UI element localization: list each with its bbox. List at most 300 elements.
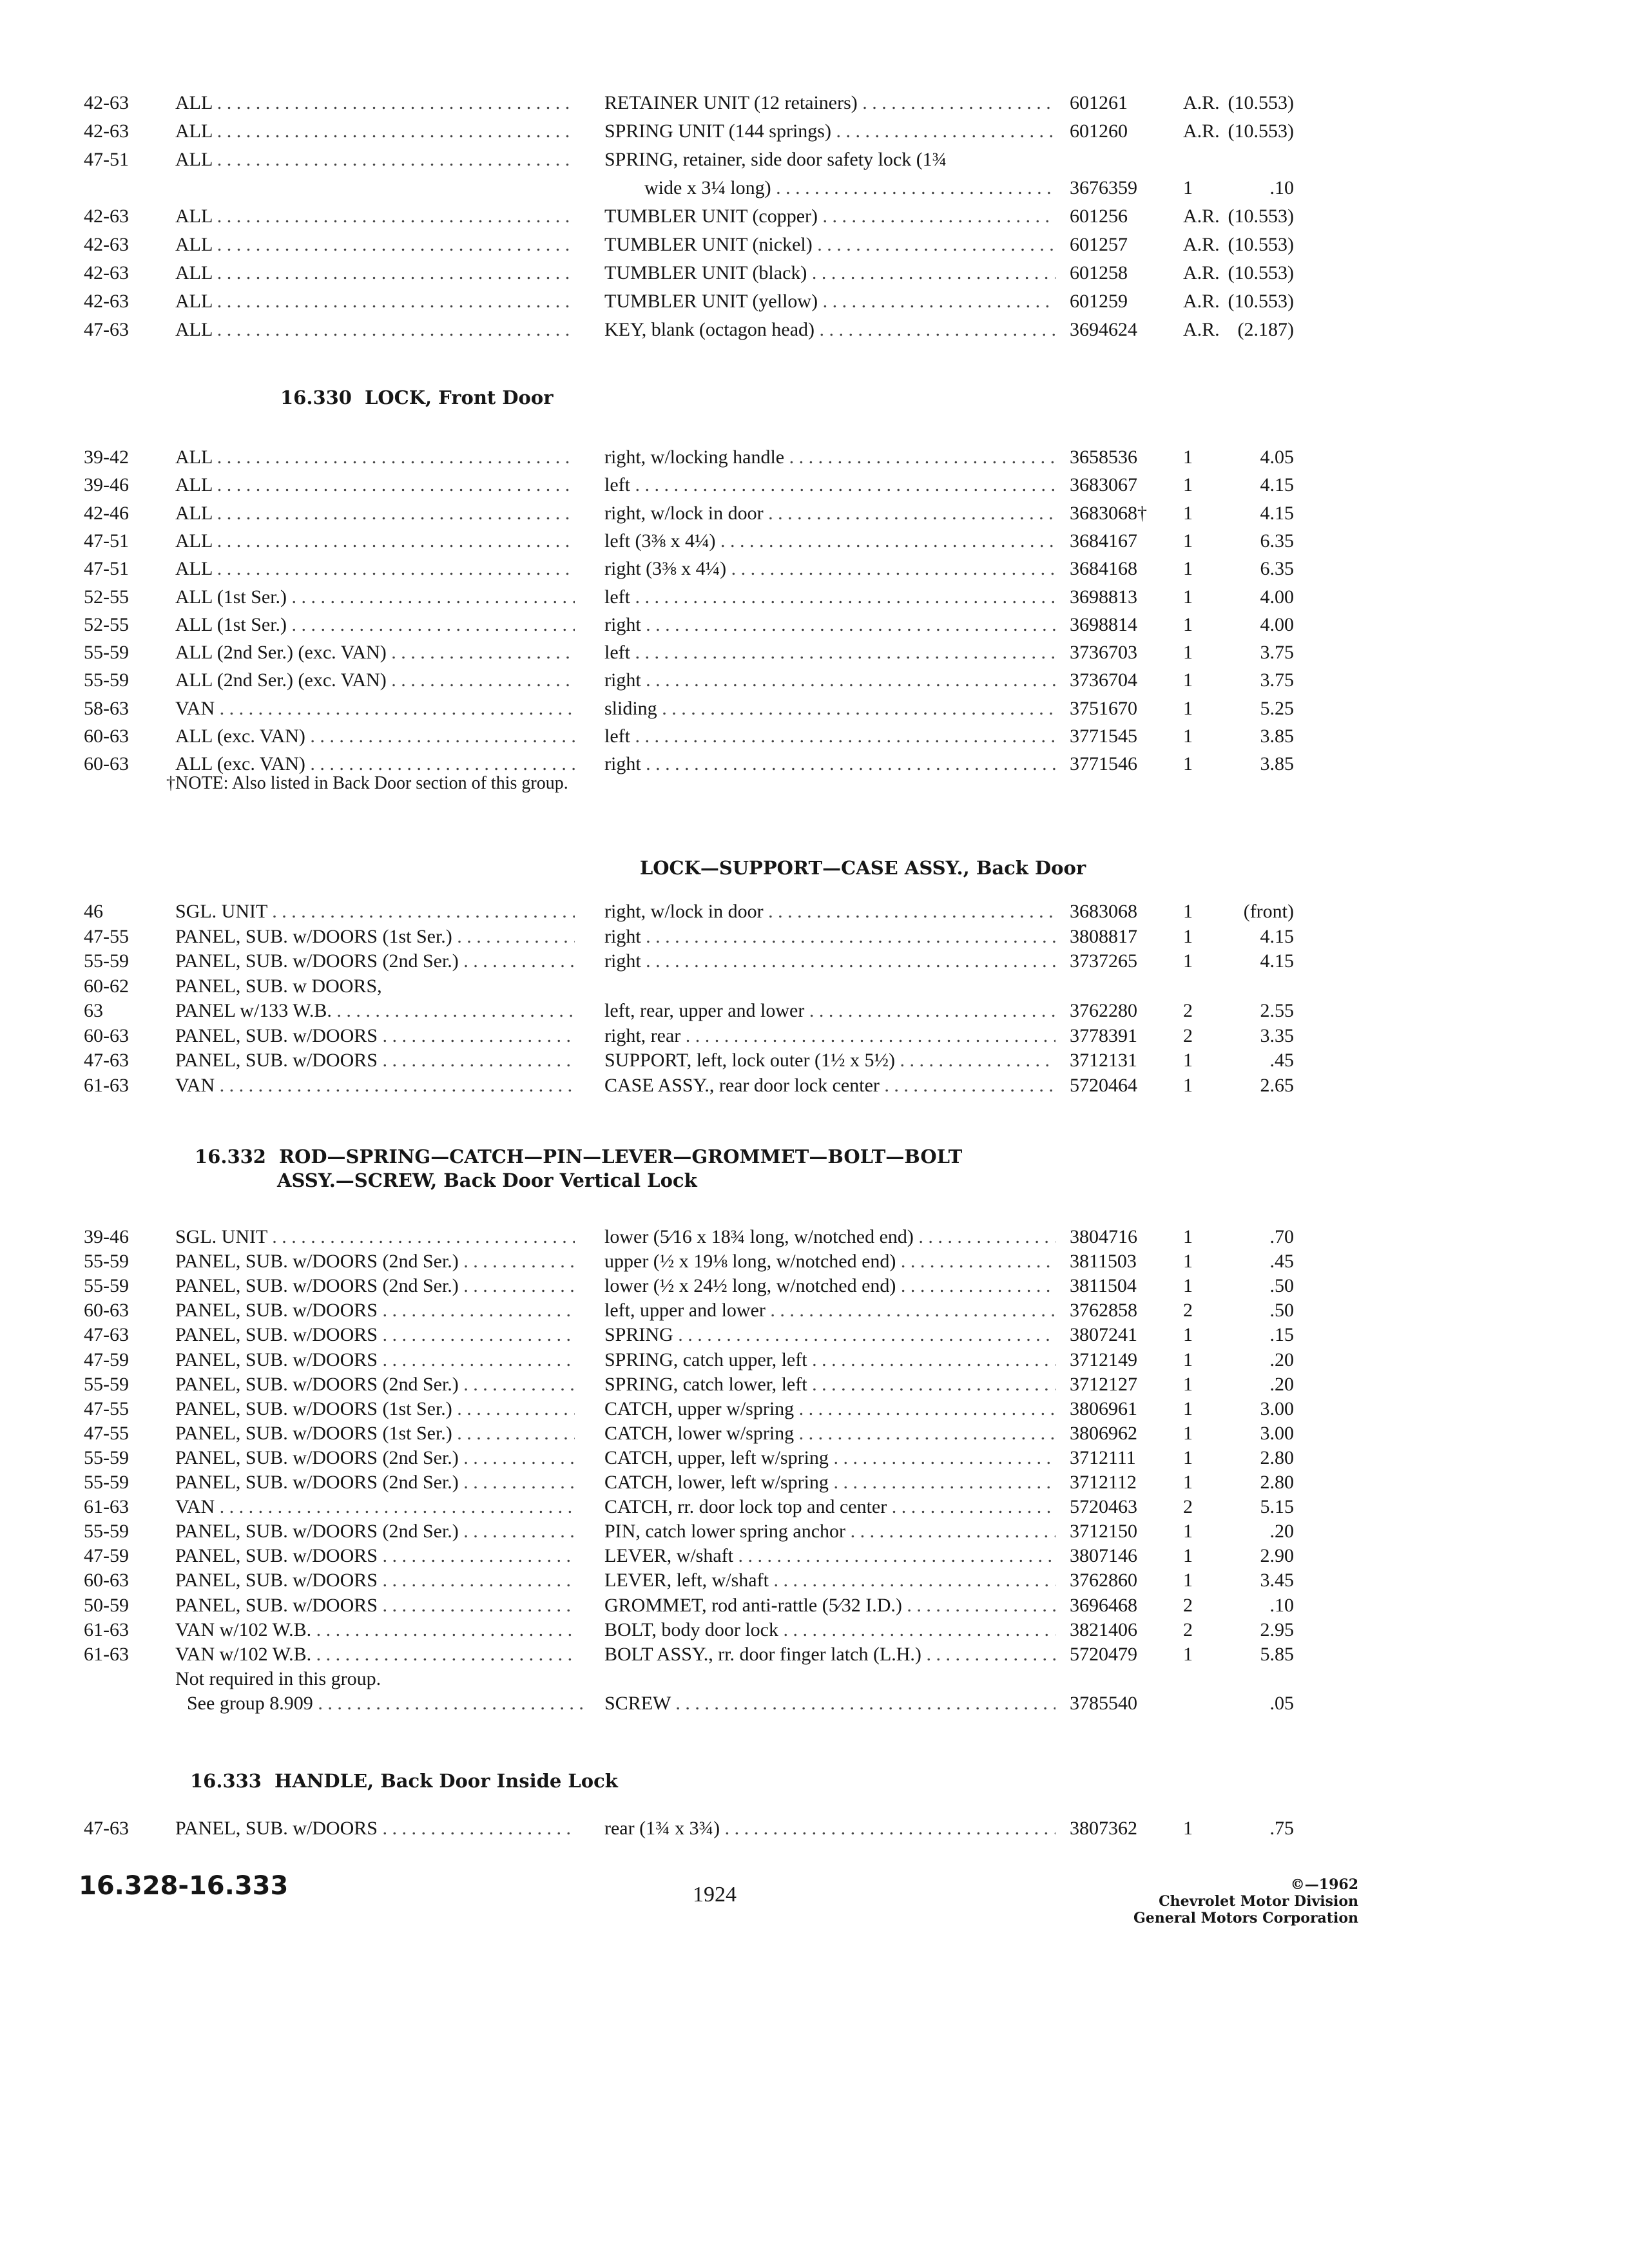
list-price: 3.85 [1260,726,1294,747]
list-price: .75 [1269,1818,1294,1839]
quantity: A.R. [1183,262,1220,284]
description-cell [604,1273,1055,1299]
description-text: PIN, catch lower spring anchor [604,1521,846,1542]
year-range: 47-51 [84,149,129,170]
quantity: 1 [1183,1818,1193,1839]
footnote: †NOTE: Also listed in Back Door section of this group. [166,773,568,793]
year-range: 52-55 [84,613,129,635]
description-cell [604,1445,1055,1471]
year-range: 55-59 [84,642,129,664]
description-cell [604,556,1055,582]
copyright-line: ©—1962 [1290,1876,1358,1893]
list-price: 5.85 [1260,1643,1294,1665]
part-number: 3751670 [1070,697,1137,719]
model-text: ALL [175,530,213,552]
year-range: 50-59 [84,1594,129,1616]
year-range: 47-59 [84,1545,129,1567]
model-text: PANEL, SUB. w/DOORS [175,1349,378,1370]
list-price: .15 [1269,1324,1294,1346]
quantity: 1 [1183,1251,1193,1273]
part-number: 3712150 [1070,1521,1137,1542]
description-cell [604,899,1055,925]
list-price: 2.55 [1260,1000,1294,1021]
model-text: PANEL, SUB. w/DOORS (2nd Ser.) [175,1275,459,1297]
part-number: 3737265 [1070,950,1137,972]
part-number: 3806962 [1070,1422,1137,1444]
list-price: 6.35 [1260,530,1294,552]
list-price: 3.00 [1260,1422,1294,1444]
year-range: 55-59 [84,1446,129,1468]
description-cell [604,1396,1055,1422]
quantity: 1 [1183,1446,1193,1468]
part-number: 3762280 [1070,1000,1137,1021]
description-text: KEY, blank (octagon head) [604,319,815,340]
list-price: .05 [1269,1692,1294,1714]
description-cell [604,232,1055,258]
model-cell [175,1494,575,1520]
part-number: 3698814 [1070,613,1137,635]
year-range: 47-55 [84,1398,129,1419]
model-text: Not required in this group. [175,1667,381,1689]
year-range: 60-63 [84,726,129,747]
quantity: 1 [1183,901,1193,922]
model-text: PANEL, SUB. w/DOORS (2nd Ser.) [175,1472,459,1493]
model-cell [175,289,575,314]
model-cell [175,1273,575,1299]
description-cell [604,445,1055,470]
quantity: A.R. [1183,120,1220,142]
quantity: 1 [1183,1570,1193,1591]
model-cell [175,998,575,1024]
list-price: 5.15 [1260,1496,1294,1518]
quantity: 2 [1183,1024,1193,1046]
model-cell [175,1073,575,1099]
model-cell [175,1396,575,1422]
division-line: Chevrolet Motor Division [1159,1893,1358,1910]
part-number: 3712111 [1070,1446,1136,1468]
description-cell [604,724,1055,749]
part-number: 3811503 [1070,1251,1137,1273]
model-cell [175,1048,575,1073]
model-text: ALL [175,120,213,142]
model-text: ALL (2nd Ser.) (exc. VAN) [175,669,387,691]
quantity: 1 [1183,1643,1193,1665]
part-number: 3684167 [1070,530,1137,552]
part-number: 3771546 [1070,753,1137,775]
year-range: 60-63 [84,753,129,775]
part-number: 601259 [1070,291,1128,312]
year-range: 47-55 [84,925,129,947]
description-text: CATCH, lower w/spring [604,1422,795,1444]
quantity: 1 [1183,1373,1193,1395]
model-text: ALL [175,234,213,255]
list-price: .10 [1269,177,1294,198]
year-range: 61-63 [84,1074,129,1096]
description-text: right, w/locking handle [604,447,785,468]
model-text: VAN [175,697,215,719]
part-number: 601260 [1070,120,1128,142]
corporation-line: General Motors Corporation [1133,1910,1358,1927]
description-text: TUMBLER UNIT (copper) [604,206,818,227]
list-price: (front) [1243,901,1294,922]
list-price: 2.95 [1260,1619,1294,1640]
part-number: 3808817 [1070,925,1137,947]
description-cell [604,289,1055,314]
description-cell [604,472,1055,498]
part-number: 3658536 [1070,447,1137,468]
year-range: 55-59 [84,950,129,972]
description-cell [604,1322,1055,1348]
year-range: 55-59 [84,1521,129,1542]
description-cell [604,584,1055,610]
part-number: 3712127 [1070,1373,1137,1395]
description-text: SPRING, catch upper, left [604,1349,807,1370]
model-cell [175,948,575,974]
section-title: HANDLE, Back Door Inside Lock [275,1770,618,1792]
model-cell [175,528,575,554]
year-range: 61-63 [84,1496,129,1518]
quantity: 1 [1183,726,1193,747]
list-price: .45 [1269,1251,1294,1273]
description-text: wide x 3¼ long) [644,177,771,198]
description-cell [604,1519,1055,1544]
list-price: (10.553) [1228,120,1294,142]
quantity: 1 [1183,1398,1193,1419]
model-text: ALL [175,92,213,113]
quantity: 1 [1183,642,1193,664]
description-text: BOLT ASSY., rr. door finger latch (L.H.) [604,1643,921,1665]
description-text: right, w/lock in door [604,502,764,524]
description-cell [604,948,1055,974]
page-number: 1924 [693,1883,737,1907]
quantity: 1 [1183,177,1193,198]
quantity: 1 [1183,530,1193,552]
model-text: ALL [175,206,213,227]
model-text: PANEL, SUB. w/DOORS [175,1300,378,1321]
part-number: 601256 [1070,206,1128,227]
description-text: RETAINER UNIT (12 retainers) [604,92,858,113]
description-text: LEVER, left, w/shaft [604,1570,769,1591]
model-text: PANEL, SUB. w/DOORS [175,1594,378,1616]
model-text: ALL [175,474,213,496]
model-text: ALL [175,291,213,312]
model-cell [175,1593,575,1619]
list-price: 4.00 [1260,613,1294,635]
model-text: ALL (2nd Ser.) (exc. VAN) [175,642,387,664]
part-number: 5720464 [1070,1074,1137,1096]
year-range: 42-63 [84,92,129,113]
part-number: 3696468 [1070,1594,1137,1616]
list-price: .20 [1269,1373,1294,1395]
description-cell [604,1568,1055,1593]
model-cell [175,1470,575,1495]
model-text: PANEL, SUB. w/DOORS (2nd Ser.) [175,1251,459,1273]
model-cell [175,147,575,173]
section-title: LOCK, Front Door [365,387,554,408]
part-number: 3762858 [1070,1300,1137,1321]
model-text: PANEL, SUB. w/DOORS [175,1570,378,1591]
model-text: SGL. UNIT [175,1226,267,1247]
list-price: 2.90 [1260,1545,1294,1567]
quantity: 1 [1183,1472,1193,1493]
description-text: right, rear [604,1024,681,1046]
part-number: 3684168 [1070,558,1137,580]
model-cell [175,317,575,343]
list-price: .20 [1269,1349,1294,1370]
section-heading [190,1770,618,1792]
model-cell [175,668,575,693]
model-text: PANEL, SUB. w/DOORS (2nd Ser.) [175,1446,459,1468]
part-number: 601258 [1070,262,1128,284]
description-text: left, rear, upper and lower [604,1000,805,1021]
year-range: 42-63 [84,120,129,142]
model-text: SGL. UNIT [175,901,267,922]
quantity: 1 [1183,753,1193,775]
model-cell [175,1372,575,1398]
model-cell [175,1298,575,1323]
description-cell [604,1298,1055,1323]
description-text: right [604,925,641,947]
model-text: ALL (exc. VAN) [175,726,305,747]
model-cell [175,1543,575,1569]
list-price: .50 [1269,1275,1294,1297]
description-cell [604,1224,1055,1250]
description-text: CATCH, rr. door lock top and center [604,1496,887,1518]
model-text: PANEL, SUB. w/DOORS (1st Ser.) [175,1398,452,1419]
section-number: 16.333 [190,1770,262,1792]
part-number: 3683068 [1070,901,1137,922]
part-number: 5720463 [1070,1496,1137,1518]
year-range: 47-55 [84,1422,129,1444]
model-cell [175,90,575,116]
model-text: VAN w/102 W.B. [175,1643,312,1665]
quantity: A.R. [1183,291,1220,312]
model-text: VAN [175,1496,215,1518]
description-text: right, w/lock in door [604,901,764,922]
description-text: rear (1¾ x 3¾) [604,1818,720,1839]
model-text: ALL (1st Ser.) [175,586,287,608]
description-text: CATCH, lower, left w/spring [604,1472,829,1493]
quantity: 2 [1183,1619,1193,1640]
part-number: 3785540 [1070,1692,1137,1714]
section-title: ROD—SPRING—CATCH—PIN—LEVER—GROMMET—BOLT—BOLT [279,1146,963,1168]
year-range: 39-46 [84,1226,129,1247]
year-range: 58-63 [84,697,129,719]
year-range: 61-63 [84,1643,129,1665]
part-number: 3694624 [1070,319,1137,340]
description-text: right [604,669,641,691]
year-range: 42-63 [84,291,129,312]
year-range: 60-62 [84,975,129,997]
list-price: 4.15 [1260,474,1294,496]
year-range: 42-63 [84,262,129,284]
list-price: 4.00 [1260,586,1294,608]
quantity: 1 [1183,1226,1193,1247]
model-cell [175,1445,575,1471]
year-range: 61-63 [84,1619,129,1640]
list-price: 3.85 [1260,753,1294,775]
year-range: 47-59 [84,1349,129,1370]
model-cell [175,1519,575,1544]
list-price: .70 [1269,1226,1294,1247]
quantity: A.R. [1183,234,1220,255]
model-text: PANEL, SUB. w/DOORS [175,1024,378,1046]
quantity: 1 [1183,1050,1193,1071]
description-cell [604,751,1055,777]
quantity: 1 [1183,1521,1193,1542]
list-price: 5.25 [1260,697,1294,719]
description-text: SPRING UNIT (144 springs) [604,120,831,142]
model-cell [175,1224,575,1250]
description-cell [604,1347,1055,1373]
description-text: lower (½ x 24½ long, w/notched end) [604,1275,896,1297]
model-text: ALL [175,447,213,468]
list-price: 3.75 [1260,642,1294,664]
list-price: 2.80 [1260,1446,1294,1468]
part-number: 3683068† [1070,502,1147,524]
section-heading [280,387,554,408]
year-range: 46 [84,901,103,922]
year-range: 47-63 [84,1324,129,1346]
list-price: 3.35 [1260,1024,1294,1046]
year-range: 55-59 [84,1275,129,1297]
model-cell [175,1642,575,1667]
model-text: PANEL, SUB. w/DOORS [175,1818,378,1839]
description-text: SCREW [604,1692,671,1714]
model-text: PANEL, SUB. w/DOORS (2nd Ser.) [175,1521,459,1542]
quantity: 1 [1183,1275,1193,1297]
description-cell [604,1470,1055,1495]
quantity: A.R. [1183,92,1220,113]
quantity: 2 [1183,1594,1193,1616]
description-text: left [604,726,630,747]
year-range: 60-63 [84,1300,129,1321]
description-text: CATCH, upper, left w/spring [604,1446,829,1468]
description-text: SUPPORT, left, lock outer (1½ x 5½) [604,1050,895,1071]
description-cell [604,528,1055,554]
description-text: BOLT, body door lock [604,1619,778,1640]
description-text: lower (5⁄16 x 18¾ long, w/notched end) [604,1226,914,1247]
model-text: PANEL, SUB. w DOORS, [175,975,382,997]
model-cell [175,1421,575,1446]
part-number: 3762860 [1070,1570,1137,1591]
list-price: (10.553) [1228,291,1294,312]
model-cell [175,1322,575,1348]
model-cell [175,445,575,470]
model-cell [175,501,575,526]
quantity: 1 [1183,447,1193,468]
description-text: TUMBLER UNIT (yellow) [604,291,818,312]
model-cell [175,924,575,950]
model-text: PANEL, SUB. w/DOORS (1st Ser.) [175,1422,452,1444]
model-cell [175,119,575,144]
description-text: left [604,642,630,664]
part-number: 5720479 [1070,1643,1137,1665]
part-number: 3778391 [1070,1024,1137,1046]
publisher-credit [1133,1876,1358,1927]
description-cell [604,1494,1055,1520]
list-price: 4.15 [1260,925,1294,947]
part-number: 3771545 [1070,726,1137,747]
description-cell [604,924,1055,950]
part-number: 3683067 [1070,474,1137,496]
description-text: TUMBLER UNIT (nickel) [604,234,813,255]
model-text: PANEL, SUB. w/DOORS (1st Ser.) [175,925,452,947]
model-text: VAN [175,1074,215,1096]
model-cell [175,1617,575,1643]
description-text: TUMBLER UNIT (black) [604,262,807,284]
list-price: (10.553) [1228,206,1294,227]
description-cell [604,1073,1055,1099]
description-text: CATCH, upper w/spring [604,1398,795,1419]
year-range: 42-63 [84,234,129,255]
model-cell [175,232,575,258]
description-cell [604,1048,1055,1073]
list-price: 3.00 [1260,1398,1294,1419]
list-price: (10.553) [1228,234,1294,255]
quantity: 1 [1183,586,1193,608]
part-number: 3736704 [1070,669,1137,691]
year-range: 47-63 [84,1818,129,1839]
section-heading [0,857,1629,879]
model-text: ALL [175,558,213,580]
part-number: 3807362 [1070,1818,1137,1839]
list-price: 3.75 [1260,669,1294,691]
model-cell [175,1816,575,1841]
quantity: 1 [1183,669,1193,691]
year-range: 63 [84,1000,103,1021]
description-text: SPRING, retainer, side door safety lock (1¾ [604,149,947,170]
part-number: 3821406 [1070,1619,1137,1640]
model-text: ALL [175,149,213,170]
year-range: 47-51 [84,530,129,552]
year-range: 55-59 [84,1251,129,1273]
model-text: ALL [175,502,213,524]
quantity: 1 [1183,613,1193,635]
description-text: right [604,613,641,635]
list-price: .10 [1269,1594,1294,1616]
description-cell [604,1421,1055,1446]
description-cell [604,998,1055,1024]
description-cell [604,90,1055,116]
year-range: 55-59 [84,669,129,691]
description-text: SPRING, catch lower, left [604,1373,807,1395]
description-cell [604,260,1055,286]
quantity: 1 [1183,1545,1193,1567]
model-cell [175,1666,575,1692]
description-text: left (3⅜ x 4¼) [604,530,716,552]
list-price: 4.15 [1260,950,1294,972]
description-text: SPRING [604,1324,673,1346]
year-range: 47-63 [84,1050,129,1071]
description-text: CASE ASSY., rear door lock center [604,1074,880,1096]
model-text: ALL [175,319,213,340]
list-price: (2.187) [1237,319,1294,340]
description-text: right [604,753,641,775]
model-text: PANEL, SUB. w/DOORS (2nd Ser.) [175,1373,459,1395]
description-text: sliding [604,697,657,719]
year-range: 55-59 [84,1472,129,1493]
section-title: LOCK—SUPPORT—CASE ASSY., Back Door [639,857,1086,879]
list-price: (10.553) [1228,92,1294,113]
part-number: 3806961 [1070,1398,1137,1419]
quantity: A.R. [1183,206,1220,227]
description-cell [644,175,1055,201]
model-cell [187,1691,586,1716]
part-number: 3712149 [1070,1349,1137,1370]
description-cell [604,1543,1055,1569]
list-price: 6.35 [1260,558,1294,580]
